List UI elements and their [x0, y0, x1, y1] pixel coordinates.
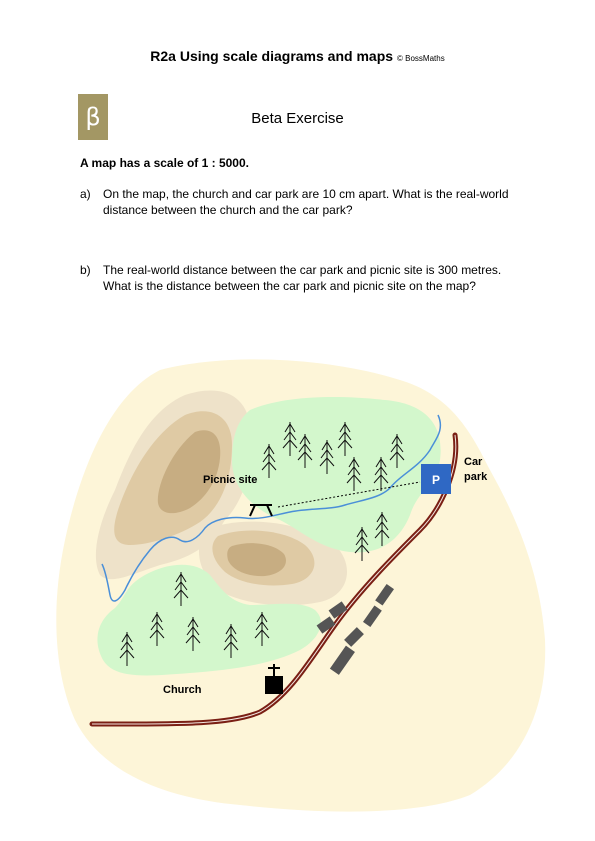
scale-map	[0, 340, 595, 820]
picnic-site-label: Picnic site	[203, 474, 258, 486]
question-a	[80, 186, 520, 218]
title-text: R2a Using scale diagrams and maps	[150, 48, 394, 64]
copyright-note: © BossMaths	[397, 54, 445, 63]
car-park-label-line2: park	[464, 471, 488, 483]
parking-symbol: P	[431, 473, 441, 487]
page-title	[0, 48, 595, 64]
church-label: Church	[163, 684, 202, 696]
car-park-label-line1: Car	[464, 456, 483, 468]
intro-statement: A map has a scale of 1 : 5000.	[80, 156, 249, 170]
question-text: On the map, the church and car park are 10 cm apart. What is the real-world distance between the church and the car park?	[103, 187, 509, 217]
beta-badge-icon: β	[78, 94, 108, 140]
question-text: The real-world distance between the car park and picnic site is 300 metres. What is the distance between the car park and picnic site on the map?	[103, 263, 502, 293]
question-label: b)	[80, 263, 91, 277]
question-b	[80, 262, 520, 294]
question-label: a)	[80, 187, 91, 201]
exercise-title: Beta Exercise	[251, 110, 344, 127]
